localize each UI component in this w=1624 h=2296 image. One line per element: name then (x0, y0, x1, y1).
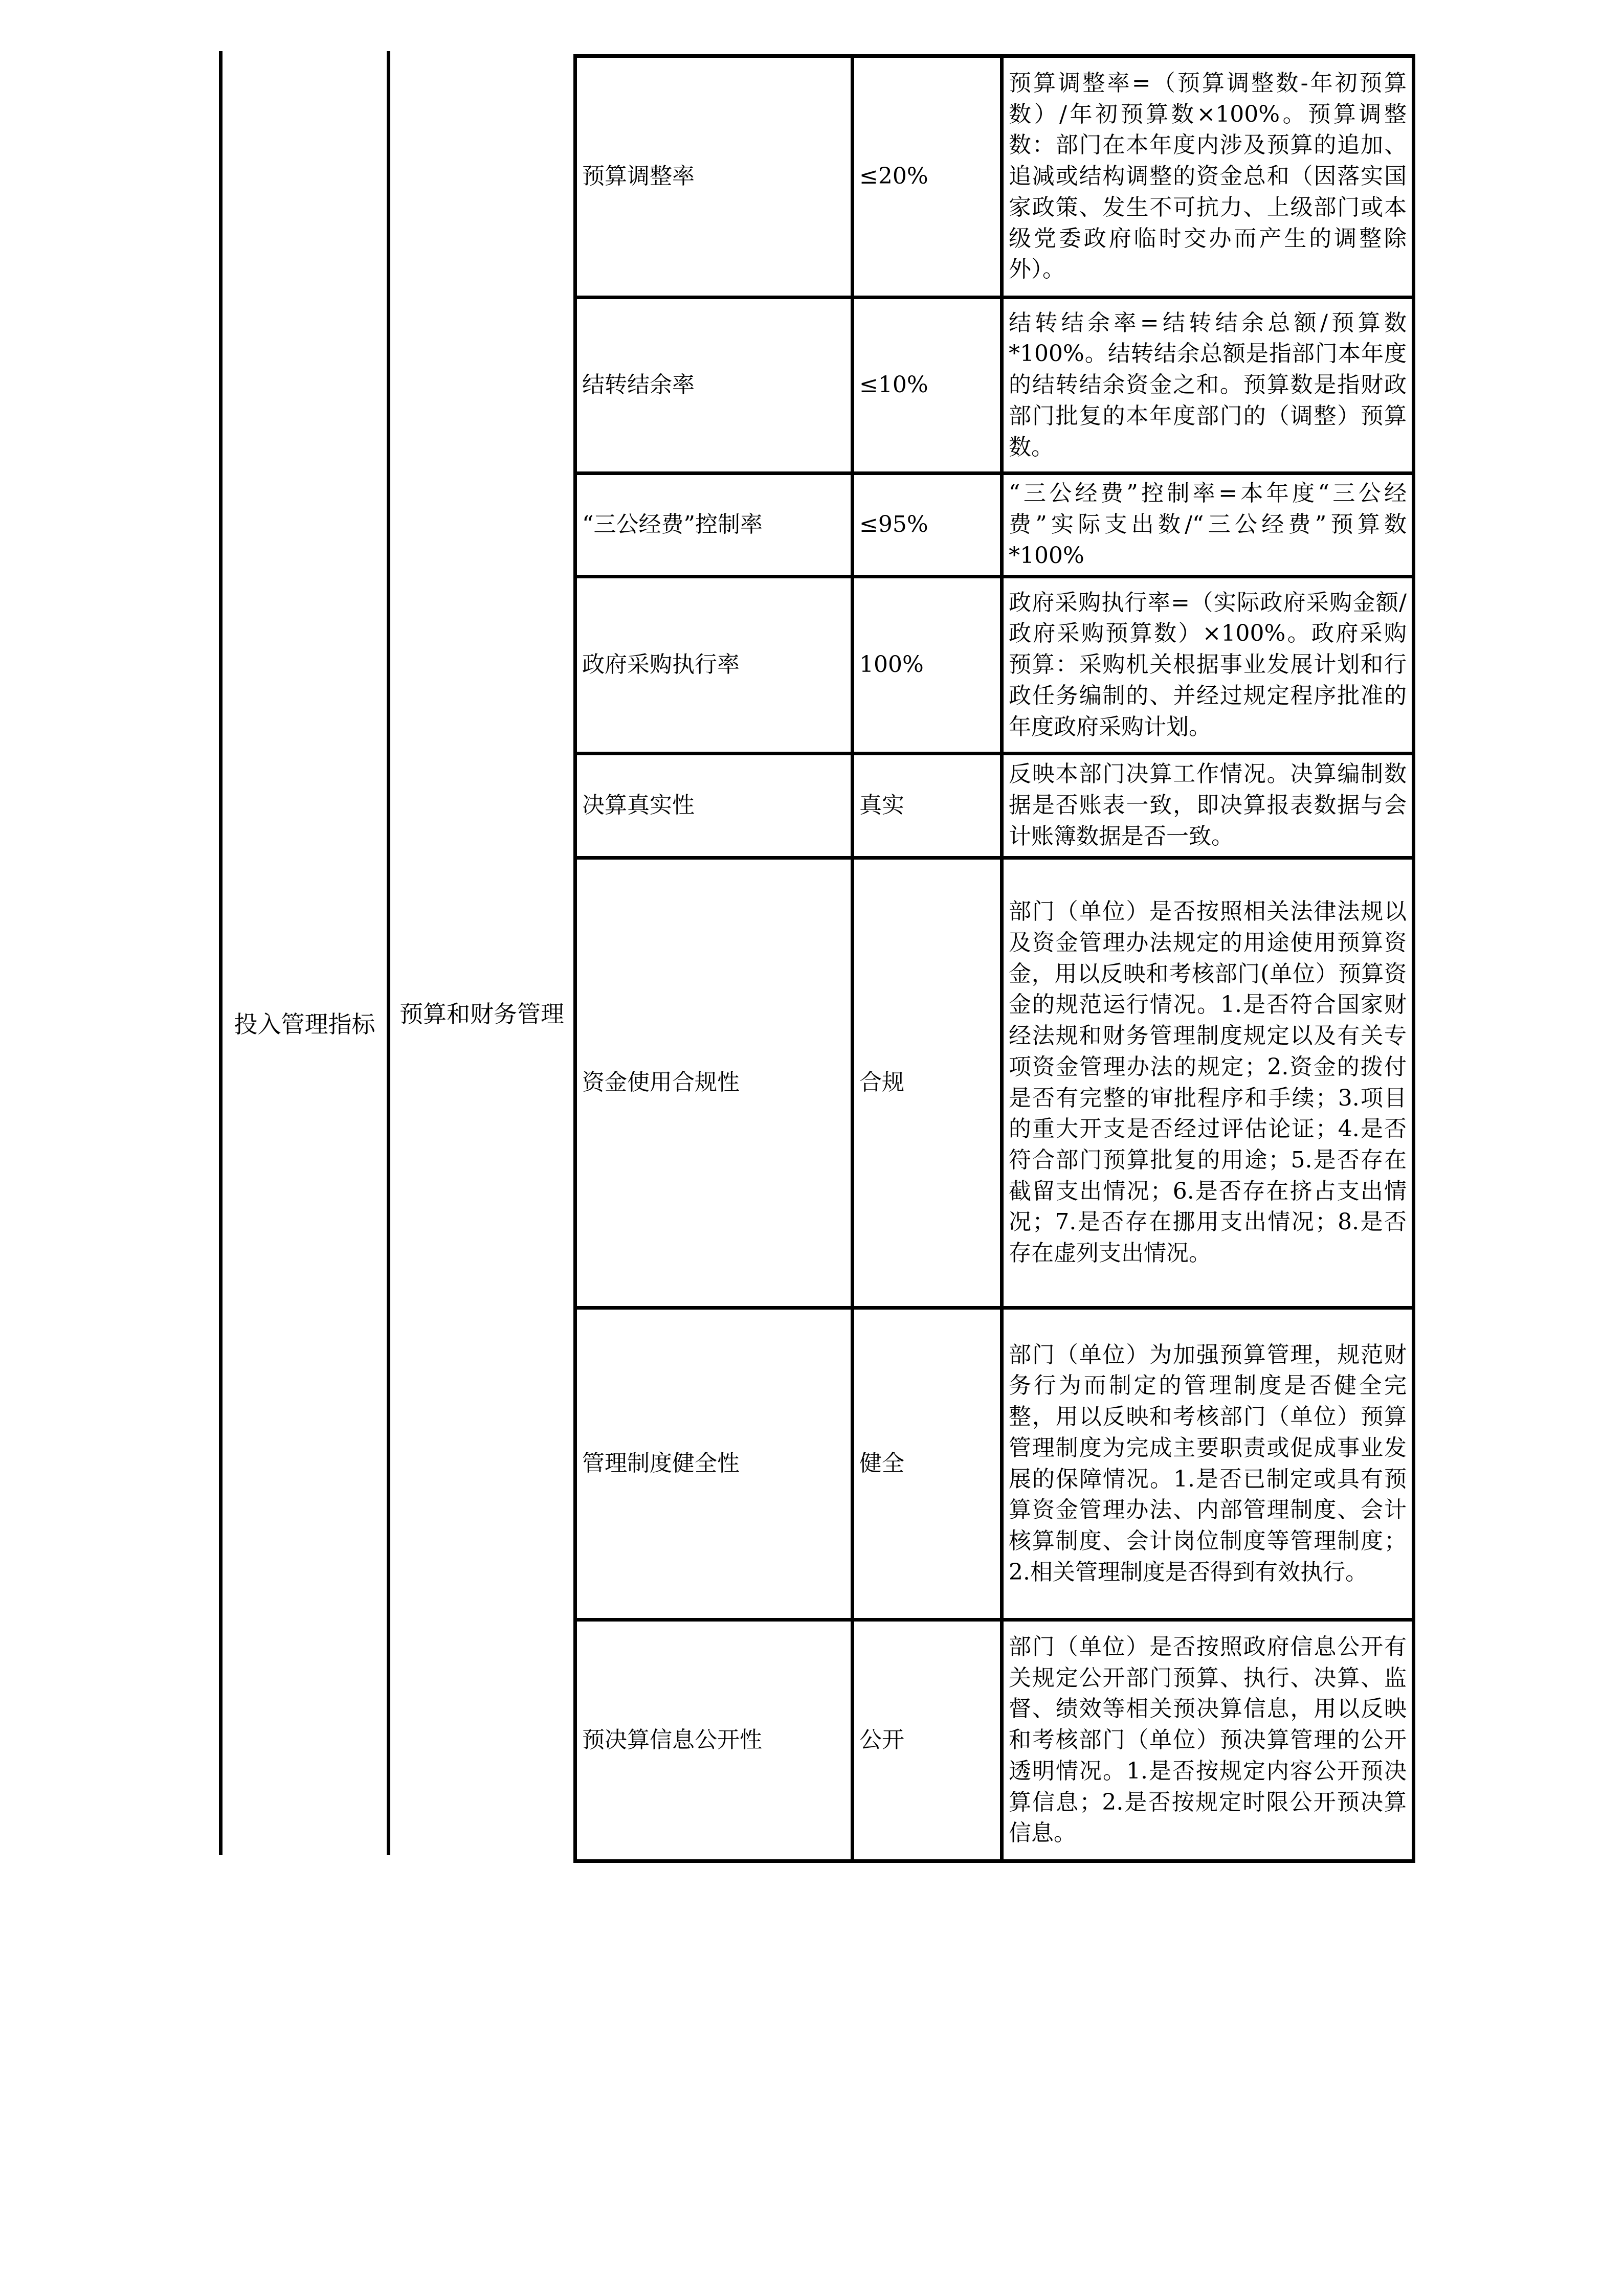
indicator-target: ≤95% (853, 474, 1002, 577)
category-level2-label: 预算和财务管理 (399, 1000, 564, 1028)
indicator-name: 政府采购执行率 (575, 577, 853, 754)
indicator-description: 政府采购执行率=（实际政府采购金额/政府采购预算数）×100%。政府采购预算：采购机关根据事业发展计划和行政任务编制的、并经过规定程序批准的年度政府采购计划。 (1002, 577, 1414, 754)
indicator-name: 资金使用合规性 (575, 858, 853, 1308)
category-level1-label: 投入管理指标 (234, 1010, 375, 1038)
table-row (575, 1620, 1414, 1861)
indicator-description: 部门（单位）是否按照政府信息公开有关规定公开部门预算、执行、决算、监督、绩效等相关预决算信息，用以反映和考核部门（单位）预决算管理的公开透明情况。1.是否按规定内容公开预决算信息；2.是否按规定时限公开预决算信息。 (1002, 1620, 1414, 1861)
indicator-target: 真实 (853, 754, 1002, 858)
indicator-name: 管理制度健全性 (575, 1308, 853, 1620)
indicator-name: 预算调整率 (575, 56, 853, 298)
indicator-name: 预决算信息公开性 (575, 1620, 853, 1861)
indicator-description: 反映本部门决算工作情况。决算编制数据是否账表一致，即决算报表数据与会计账簿数据是否一致。 (1002, 754, 1414, 858)
indicator-target: 100% (853, 577, 1002, 754)
indicator-target: 健全 (853, 1308, 1002, 1620)
column-border-middle (387, 51, 390, 1855)
indicator-description: 部门（单位）是否按照相关法律法规以及资金管理办法规定的用途使用预算资金，用以反映和考核部门(单位）预算资金的规范运行情况。1.是否符合国家财经法规和财务管理制度规定以及有关专项资金管理办法的规定；2.资金的拨付是否有完整的审批程序和手续；3.项目的重大开支是否经过评估论证；4.是否符合部门预算批复的用途；5.是否存在截留支出情况；6.是否存在挤占支出情况；7.是否存在挪用支出情况；8.是否存在虚列支出情况。 (1002, 858, 1414, 1308)
table-row (575, 56, 1414, 298)
indicator-target: ≤20% (853, 56, 1002, 298)
table-row (575, 577, 1414, 754)
indicator-table (573, 54, 1415, 1863)
indicator-target: ≤10% (853, 298, 1002, 474)
indicator-description: 部门（单位）为加强预算管理，规范财务行为而制定的管理制度是否健全完整，用以反映和考核部门（单位）预算管理制度为完成主要职责或促成事业发展的保障情况。1.是否已制定或具有预算资金管理办法、内部管理制度、会计核算制度、会计岗位制度等管理制度；2.相关管理制度是否得到有效执行。 (1002, 1308, 1414, 1620)
indicator-target: 合规 (853, 858, 1002, 1308)
category-level2-cell (390, 972, 573, 1053)
table-row (575, 474, 1414, 577)
indicator-name: “三公经费”控制率 (575, 474, 853, 577)
indicator-target: 公开 (853, 1620, 1002, 1861)
indicator-name: 结转结余率 (575, 298, 853, 474)
indicator-name: 决算真实性 (575, 754, 853, 858)
table-row (575, 1308, 1414, 1620)
indicator-description: “三公经费”控制率=本年度“三公经费”实际支出数/“三公经费”预算数*100% (1002, 474, 1414, 577)
table-row (575, 754, 1414, 858)
indicator-description: 结转结余率=结转结余总额/预算数*100%。结转结余总额是指部门本年度的结转结余资金之和。预算数是指财政部门批复的本年度部门的（调整）预算数。 (1002, 298, 1414, 474)
category-level1-cell (223, 972, 387, 1074)
table-row (575, 298, 1414, 474)
column-border-left (219, 51, 223, 1855)
table-row (575, 858, 1414, 1308)
indicator-description: 预算调整率=（预算调整数-年初预算数）/年初预算数×100%。预算调整数：部门在本年度内涉及预算的追加、追减或结构调整的资金总和（因落实国家政策、发生不可抗力、上级部门或本级党委政府临时交办而产生的调整除外）。 (1002, 56, 1414, 298)
